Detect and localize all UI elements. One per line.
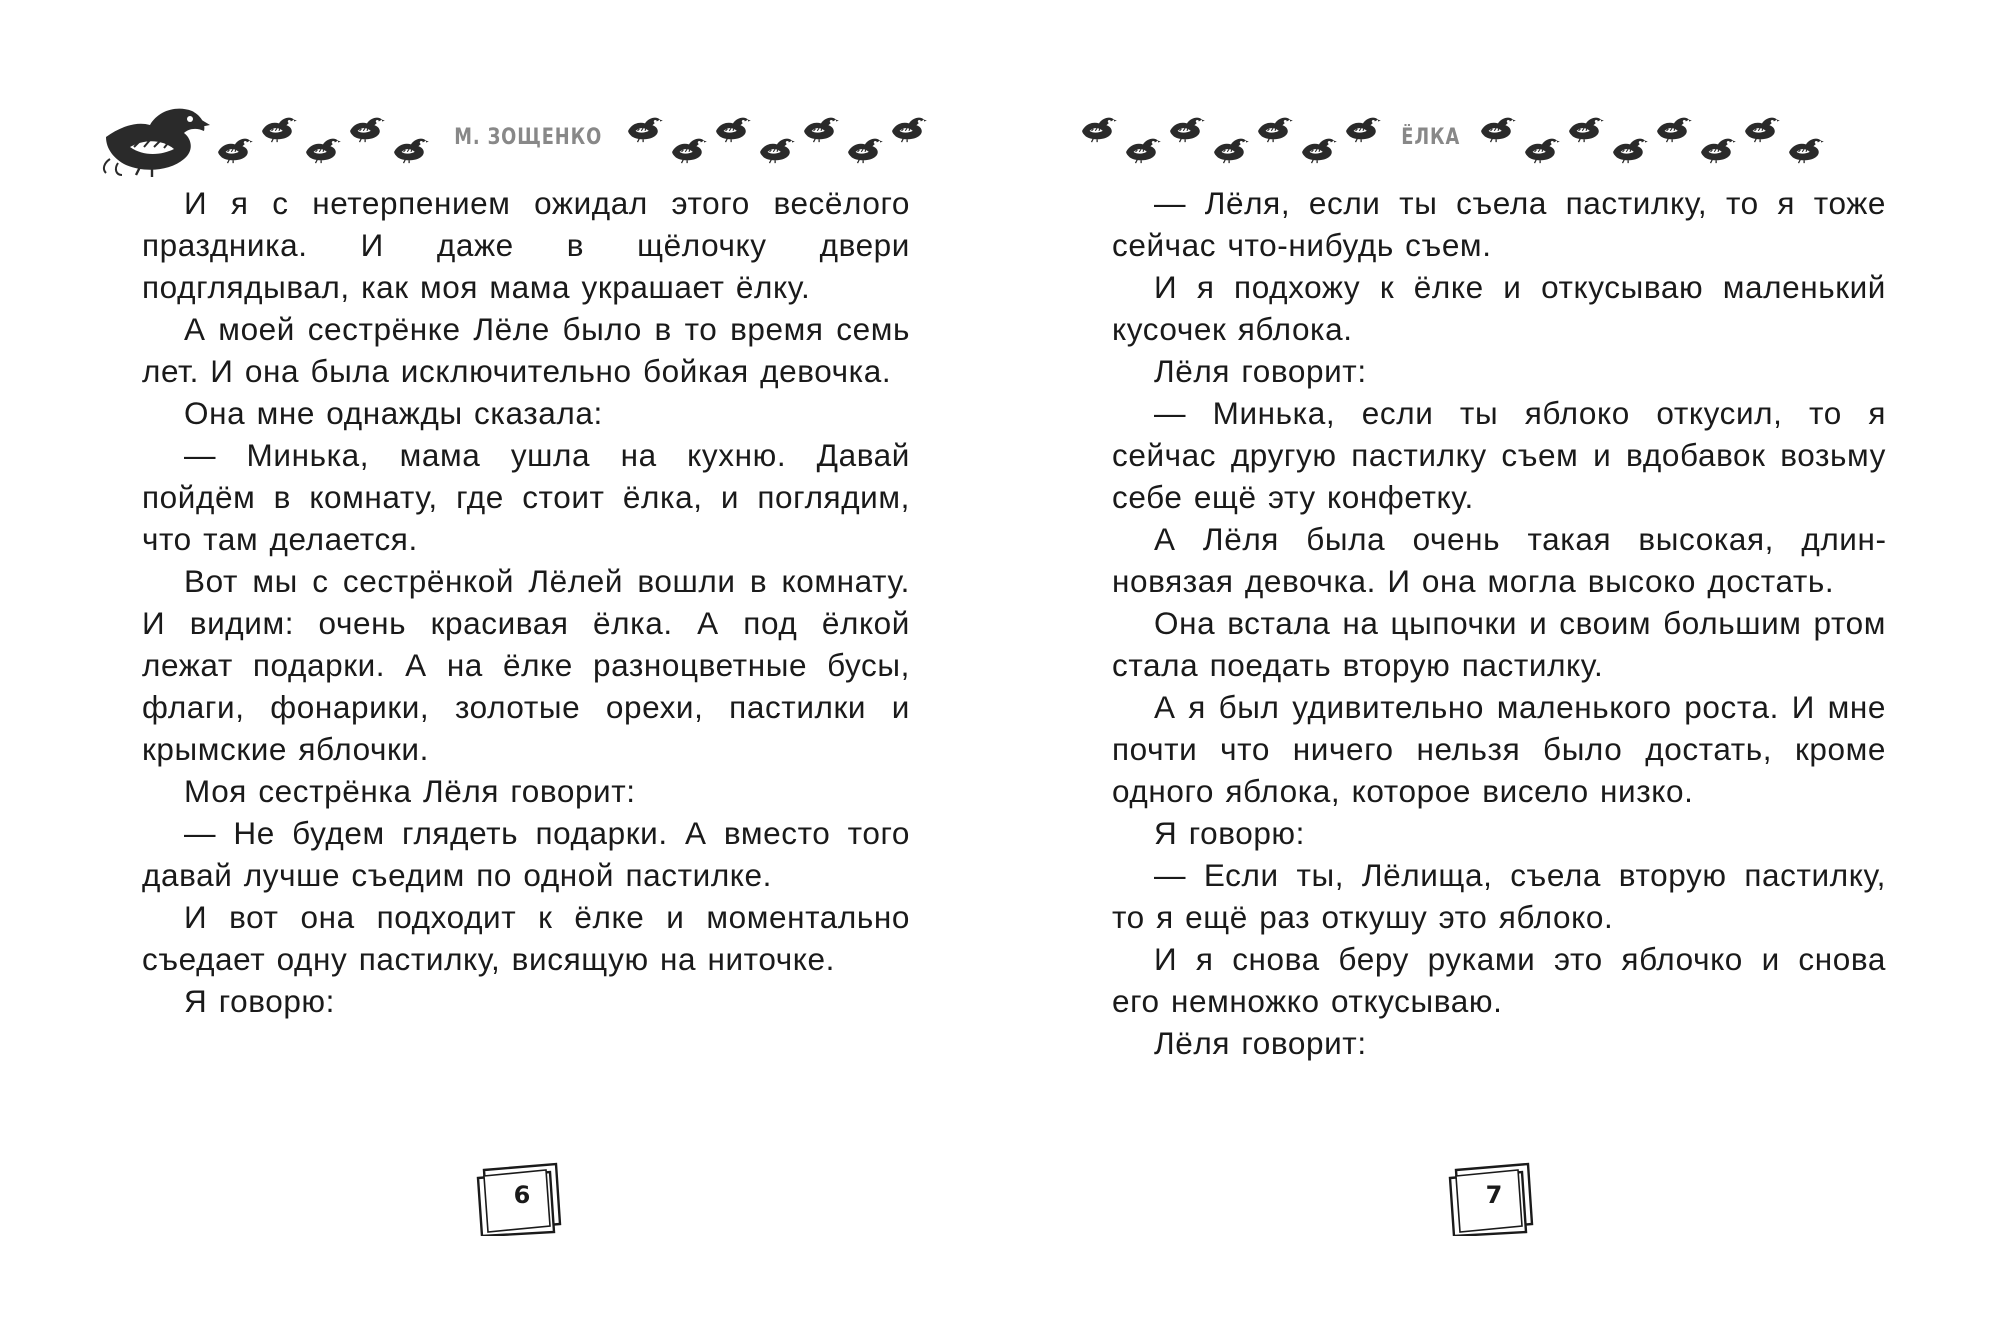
paragraph: Моя сестрёнка Лёля говорит: [184, 773, 636, 809]
page-number-7 [1448, 1160, 1540, 1236]
paragraph: Вот мы с сестрёнкой Лёлей вошли в комнату. И видим: очень красивая ёлка. А под ёлкой лежат подарки. А на ёлке разноцветные бусы, флаги, фонарики, золотые орехи, пастилки и крымские яблочки. [142, 563, 910, 767]
chapter-title: ЁЛКА [1401, 124, 1461, 150]
paragraph: И я снова беру руками это яблочко и снова его немножко откусываю. [1112, 941, 1886, 1019]
bird-icon [626, 114, 664, 144]
bird-icon [392, 135, 430, 165]
bird-icon [1256, 114, 1294, 144]
page-number-text: 7 [1485, 1181, 1503, 1209]
page-number-6 [476, 1160, 568, 1236]
paragraph: А Лёля была очень такая высокая, длинновязая девочка. И она могла высоко достать. [1112, 521, 1886, 599]
bird-icon [1344, 114, 1382, 144]
right-ornament-birds [1080, 109, 1382, 165]
bird-icon [1168, 114, 1206, 144]
bird-icon [260, 114, 298, 144]
bird-icon [1743, 114, 1781, 144]
bird-icon [1699, 135, 1737, 165]
paragraph: Лёля говорит: [1154, 353, 1367, 389]
bird-icon [758, 135, 796, 165]
bird-icon [890, 114, 928, 144]
paragraph: И я подхожу к ёлке и откусываю маленький кусочек яблока. [1112, 269, 1886, 347]
author-name: М. ЗОЩЕНКО [454, 124, 603, 150]
paragraph: — Лёля, если ты съела пастилку, то я тоже сейчас что-нибудь съем. [1112, 185, 1886, 263]
paragraph: Лёля говорит: [1154, 1025, 1367, 1061]
bird-icon [1479, 114, 1517, 144]
bird-icon [348, 114, 386, 144]
paragraph: — Минька, мама ушла на кухню. Давай пойдём в комнату, где стоит ёлка, и поглядим, что там делается. [142, 437, 910, 557]
right-ornament-birds-2 [1479, 109, 1825, 165]
bird-icon [1523, 135, 1561, 165]
left-ornament-birds-2 [626, 109, 928, 165]
bird-icon [670, 135, 708, 165]
paragraph: — Минька, если ты яблоко откусил, то я сейчас другую пастилку съем и вдобавок возьму себе ещё эту конфетку. [1112, 395, 1886, 515]
crow-icon [100, 97, 210, 177]
paragraph: И я с нетерпением ожидал этого весёлого праздника. И даже в щёлочку двери подглядывал, как моя мама украшает ёлку. [142, 185, 910, 305]
paragraph: И вот она подходит к ёлке и моментально съедает одну пастилку, висящую на ниточке. [142, 899, 910, 977]
bird-icon [1124, 135, 1162, 165]
bird-icon [1212, 135, 1250, 165]
bird-icon [1567, 114, 1605, 144]
left-ornament-birds [216, 109, 430, 165]
paragraph: Я говорю: [1154, 815, 1306, 851]
paragraph: Я говорю: [184, 983, 336, 1019]
left-page-text [142, 182, 910, 1022]
bird-icon [802, 114, 840, 144]
right-page-header [1080, 92, 1920, 182]
right-page-text [1112, 182, 1886, 1064]
bird-icon [1080, 114, 1118, 144]
left-page-header [100, 92, 930, 182]
paragraph: Она мне однажды сказала: [184, 395, 603, 431]
bird-icon [1611, 135, 1649, 165]
paragraph: — Не будем глядеть подарки. А вместо того давай лучше съедим по одной пастилке. [142, 815, 910, 893]
paragraph: А я был удивительно маленького роста. И мне почти что ничего нельзя было достать, кроме одного яблока, которое висело низко. [1112, 689, 1886, 809]
bird-icon [714, 114, 752, 144]
bird-icon [846, 135, 884, 165]
paragraph: — Если ты, Лёлища, съела вторую пастилку, то я ещё раз откушу это яблоко. [1112, 857, 1886, 935]
bird-icon [216, 135, 254, 165]
bird-icon [304, 135, 342, 165]
bird-icon [1300, 135, 1338, 165]
bird-icon [1787, 135, 1825, 165]
bird-icon [1655, 114, 1693, 144]
paragraph: А моей сестрёнке Лёле было в то время семь лет. И она была исключительно бойкая девочка. [142, 311, 910, 389]
page-number-text: 6 [513, 1181, 531, 1209]
right-page [1000, 0, 2000, 1318]
paragraph: Она встала на цыпочки и своим большим ртом стала поедать вторую пастилку. [1112, 605, 1886, 683]
